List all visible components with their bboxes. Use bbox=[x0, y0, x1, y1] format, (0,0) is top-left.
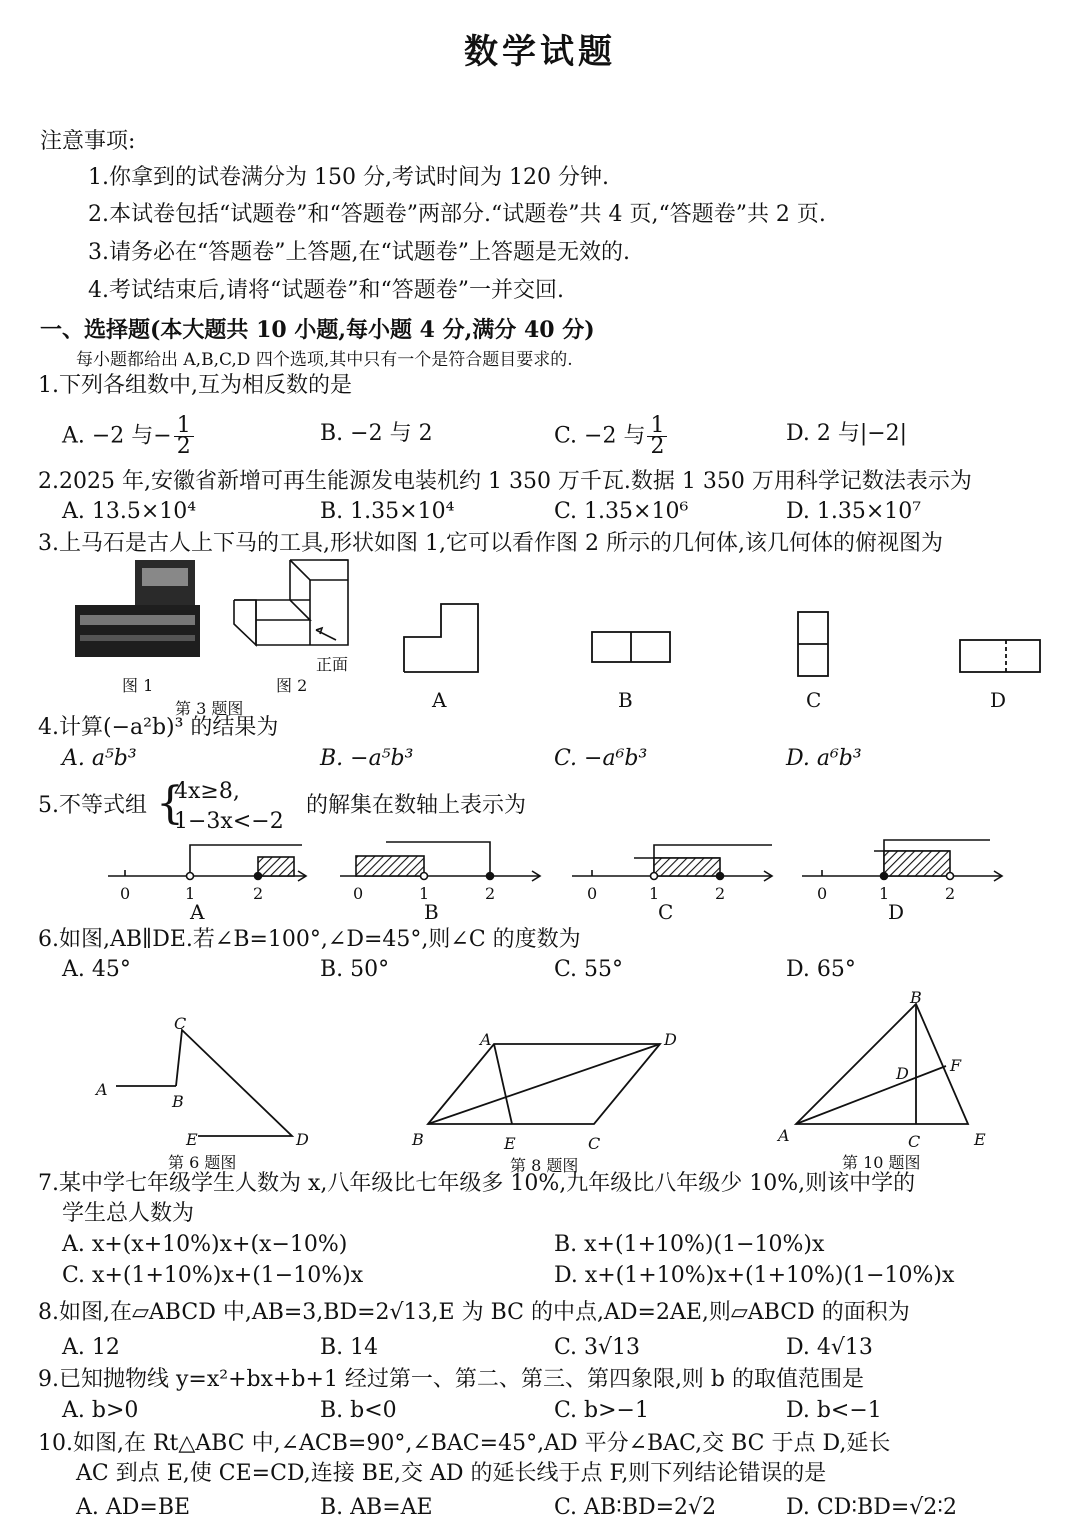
q5-tick: 0 bbox=[587, 884, 598, 903]
q3-caption: 第 3 题图 bbox=[175, 699, 244, 718]
q7-stem: 7.某中学七年级学生人数为 x,八年级比七年级多 10%,九年级比八年级少 10%,则该中学的 bbox=[38, 1171, 916, 1196]
fig10-label: E bbox=[974, 1130, 986, 1149]
q7-option-a: A. x+(x+10%)x+(x−10%) bbox=[62, 1232, 348, 1257]
section-subheading: 每小题都给出 A,B,C,D 四个选项,其中只有一个是符合题目要求的. bbox=[76, 350, 573, 370]
q10-option-a: A. AD=BE bbox=[76, 1495, 191, 1520]
q10-option-c: C. AB∶BD=2√2 bbox=[554, 1495, 717, 1520]
q3-option-b: B bbox=[618, 688, 633, 712]
q5-numberline-a bbox=[108, 845, 306, 881]
q3-photo bbox=[75, 560, 200, 657]
q2-option-a: A. 13.5×10⁴ bbox=[62, 499, 197, 524]
q3-option-b-shape bbox=[592, 632, 670, 662]
q3-option-a: A bbox=[432, 688, 447, 712]
q3-solid-figure bbox=[234, 560, 348, 645]
q6-option-a: A. 45° bbox=[62, 957, 131, 982]
fig10-label: B bbox=[910, 988, 922, 1007]
fig6-label: C bbox=[174, 1014, 187, 1033]
q10-option-b: B. AB=AE bbox=[320, 1495, 433, 1520]
q5-post: 的解集在数轴上表示为 bbox=[306, 793, 527, 818]
q3-front-label: 正面 bbox=[316, 655, 349, 674]
q9-option-b: B. b<0 bbox=[320, 1398, 397, 1423]
q6-option-c: C. 55° bbox=[554, 957, 624, 982]
notice-item: 3.请务必在“答题卷”上答题,在“试题卷”上答题是无效的. bbox=[88, 240, 630, 265]
q5-tick: 1 bbox=[419, 884, 430, 903]
q4-option-d: D. a⁶b³ bbox=[786, 746, 862, 771]
q6-option-b: B. 50° bbox=[320, 957, 390, 982]
q7-option-c: C. x+(1+10%)x+(1−10%)x bbox=[62, 1263, 364, 1288]
fig8-label: A bbox=[480, 1030, 492, 1049]
notice-item: 2.本试卷包括“试题卷”和“答题卷”两部分.“试题卷”共 4 页,“答题卷”共 2 页. bbox=[88, 202, 826, 227]
q2-option-b: B. 1.35×10⁴ bbox=[320, 499, 455, 524]
q1-option-b: B. −2 与 2 bbox=[320, 421, 433, 446]
q2-option-c: C. 1.35×10⁶ bbox=[554, 499, 689, 524]
fig10-label: F bbox=[950, 1056, 962, 1075]
q3-option-a-shape bbox=[404, 604, 478, 672]
q5-brace: { bbox=[156, 778, 184, 829]
fig6-drawing bbox=[116, 1030, 292, 1136]
fig10-label: A bbox=[778, 1126, 790, 1145]
fig6-caption: 第 6 题图 bbox=[168, 1153, 237, 1172]
q5-tick: 2 bbox=[485, 884, 496, 903]
q5-line1: 4x≥8, bbox=[174, 779, 240, 804]
q5-option-c: C bbox=[658, 900, 674, 924]
q3-stem: 3.上马石是古人上下马的工具,形状如图 1,它可以看作图 2 所示的几何体,该几何体的俯视图为 bbox=[38, 531, 943, 556]
q3-fig2-label: 图 2 bbox=[276, 676, 308, 695]
fig10-drawing bbox=[796, 1004, 968, 1124]
q5-tick: 0 bbox=[120, 884, 131, 903]
q5-tick: 2 bbox=[253, 884, 264, 903]
q5-tick: 1 bbox=[649, 884, 660, 903]
q5-option-d: D bbox=[888, 900, 905, 924]
fig10-caption: 第 10 题图 bbox=[842, 1153, 921, 1172]
q1-stem: 1.下列各组数中,互为相反数的是 bbox=[38, 373, 352, 398]
q6-stem: 6.如图,AB∥DE.若∠B=100°,∠D=45°,则∠C 的度数为 bbox=[38, 927, 581, 952]
q2-stem: 2.2025 年,安徽省新增可再生能源发电装机约 1 350 万千瓦.数据 1 350 万用科学记数法表示为 bbox=[38, 469, 972, 494]
q4-option-a: A. a⁵b³ bbox=[62, 746, 137, 771]
fig8-label: B bbox=[412, 1130, 424, 1149]
q3-option-c: C bbox=[806, 688, 822, 712]
q9-option-a: A. b>0 bbox=[62, 1398, 139, 1423]
q5-tick: 1 bbox=[879, 884, 890, 903]
q5-option-b: B bbox=[424, 900, 439, 924]
q3-option-c-shape bbox=[798, 612, 828, 676]
q9-option-c: C. b>−1 bbox=[554, 1398, 649, 1423]
q8-option-b: B. 14 bbox=[320, 1335, 379, 1360]
q5-tick: 2 bbox=[945, 884, 956, 903]
q5-tick: 0 bbox=[353, 884, 364, 903]
page-title: 数学试题 bbox=[464, 32, 616, 72]
q3-fig1-label: 图 1 bbox=[122, 676, 154, 695]
notice-heading: 注意事项: bbox=[40, 129, 136, 154]
q3-option-d: D bbox=[990, 688, 1007, 712]
q6-option-d: D. 65° bbox=[786, 957, 856, 982]
q1-option-a: A. −2 与− $\frac{1}{2}$ bbox=[62, 416, 196, 457]
q9-option-d: D. b<−1 bbox=[786, 1398, 882, 1423]
q10-option-d: D. CD∶BD=√2∶2 bbox=[786, 1495, 958, 1520]
fig6-label: B bbox=[172, 1092, 184, 1111]
q1-option-d: D. 2 与|−2| bbox=[786, 421, 908, 446]
q5-numberline-c bbox=[572, 845, 772, 881]
q5-tick: 0 bbox=[817, 884, 828, 903]
q8-option-d: D. 4√13 bbox=[786, 1335, 873, 1360]
q3-option-d-shape bbox=[960, 640, 1040, 672]
q9-stem: 9.已知抛物线 y=x²+bx+b+1 经过第一、第二、第三、第四象限,则 b 的取值范围是 bbox=[38, 1367, 865, 1392]
q10-stem: 10.如图,在 Rt△ABC 中,∠ACB=90°,∠BAC=45°,AD 平分∠BAC,交 BC 于点 D,延长 bbox=[38, 1431, 891, 1456]
q8-option-a: A. 12 bbox=[62, 1335, 120, 1360]
fig10-label: D bbox=[896, 1064, 909, 1083]
q7-option-b: B. x+(1+10%)(1−10%)x bbox=[554, 1232, 825, 1257]
q5-line2: 1−3x<−2 bbox=[174, 809, 284, 834]
q4-option-c: C. −a⁶b³ bbox=[554, 746, 648, 771]
fig8-label: E bbox=[504, 1134, 516, 1153]
notice-item: 4.考试结束后,请将“试题卷”和“答题卷”一并交回. bbox=[88, 278, 564, 303]
section-heading: 一、选择题(本大题共 10 小题,每小题 4 分,满分 40 分) bbox=[40, 317, 595, 343]
fig8-label: D bbox=[664, 1030, 677, 1049]
fig10-label: C bbox=[908, 1132, 921, 1151]
q5-tick: 1 bbox=[185, 884, 196, 903]
q8-option-c: C. 3√13 bbox=[554, 1335, 641, 1360]
q5-numberline-b bbox=[340, 842, 540, 881]
q4-option-b: B. −a⁵b³ bbox=[320, 746, 414, 771]
notice-item: 1.你拿到的试卷满分为 150 分,考试时间为 120 分钟. bbox=[88, 165, 609, 190]
fig6-label: E bbox=[186, 1130, 198, 1149]
q4-stem: 4.计算(−a²b)³ 的结果为 bbox=[38, 715, 279, 740]
q7-option-d: D. x+(1+10%)x+(1+10%)(1−10%)x bbox=[554, 1263, 955, 1288]
fig8-label: C bbox=[588, 1134, 601, 1153]
q10-stem: AC 到点 E,使 CE=CD,连接 BE,交 AD 的延长线于点 F,则下列结论错误的是 bbox=[76, 1461, 827, 1486]
q2-option-d: D. 1.35×10⁷ bbox=[786, 499, 922, 524]
q5-pre: 5.不等式组 bbox=[38, 793, 147, 818]
q5-numberline-d bbox=[802, 840, 1002, 881]
fig6-label: D bbox=[296, 1130, 309, 1149]
q1-option-c: C. −2 与 $\frac{1}{2}$ bbox=[554, 416, 669, 457]
fig8-caption: 第 8 题图 bbox=[510, 1156, 579, 1175]
q5-tick: 2 bbox=[715, 884, 726, 903]
fig6-label: A bbox=[96, 1080, 108, 1099]
q5-option-a: A bbox=[190, 900, 205, 924]
fig8-drawing bbox=[428, 1044, 660, 1124]
q7-stem: 学生总人数为 bbox=[62, 1201, 195, 1226]
q8-stem: 8.如图,在▱ABCD 中,AB=3,BD=2√13,E 为 BC 的中点,AD=2AE,则▱ABCD 的面积为 bbox=[38, 1300, 910, 1325]
